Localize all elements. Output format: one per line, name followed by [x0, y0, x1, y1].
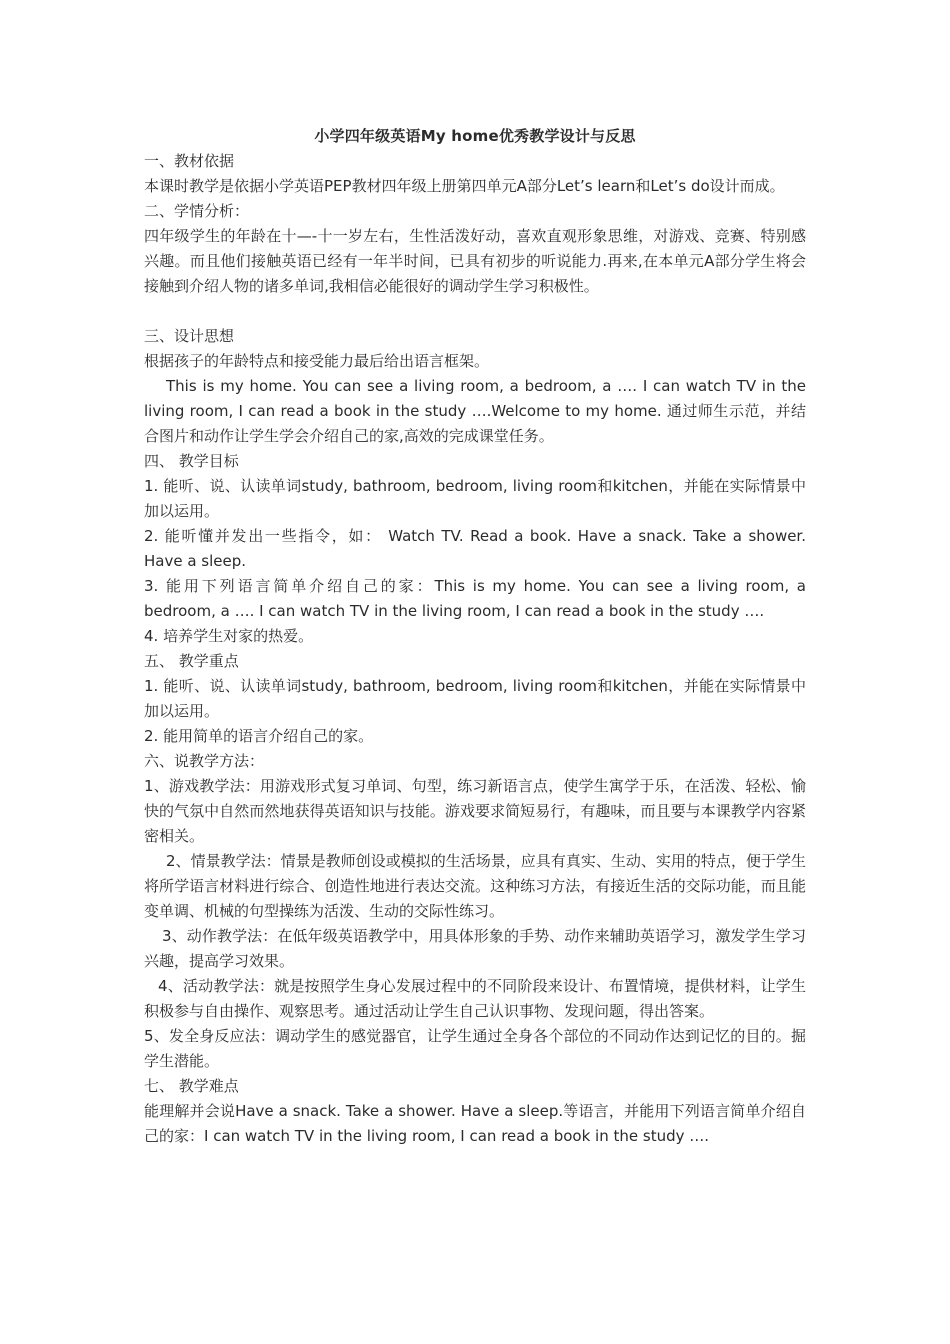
blank-line — [144, 299, 806, 324]
method-item-4: 4、活动教学法：就是按照学生身心发展过程中的不同阶段来设计、布置情境，提供材料，让学生积极参与自由操作、观察思考。通过活动让学生自己认识事物、发现问题，得出答案。 — [144, 977, 806, 1020]
section-body-language-frame: This is my home. You can see a living room, a bedroom, a …. I can watch TV in the living room, I can read a book in the study ….Welcome to my home. 通过师生示范，并结合图片和动作让学生学会介绍自己的家,高效的完成课堂任务。 — [144, 377, 806, 445]
key-point-item-1: 1. 能听、说、认读单词study, bathroom, bedroom, living room和kitchen，并能在实际情景中加以运用。 — [144, 677, 806, 720]
section-heading-student-analysis: 二、学情分析： — [144, 202, 250, 220]
section-body-basis: 本课时教学是依据小学英语PEP教材四年级上册第四单元A部分Let’s learn和Let’s do设计而成。 — [144, 177, 785, 195]
objective-item-2: 2. 能听懂并发出一些指令，如： Watch TV. Read a book. Have a snack. Take a shower. Have a sleep. — [144, 527, 806, 570]
section-heading-design-idea: 三、设计思想 — [144, 327, 235, 345]
section-body-design-idea: 根据孩子的年龄特点和接受能力最后给出语言框架。 — [144, 352, 490, 370]
objective-item-4: 4. 培养学生对家的热爱。 — [144, 627, 314, 645]
document-title: 小学四年级英语My home优秀教学设计与反思 — [314, 127, 636, 145]
section-heading-objectives: 四、 教学目标 — [144, 452, 239, 470]
section-body-difficulties: 能理解并会说Have a snack. Take a shower. Have a sleep.等语言，并能用下列语言简单介绍自己的家：I can watch TV in the living room, I can read a book in the study …. — [144, 1102, 806, 1145]
method-item-1: 1、游戏教学法：用游戏形式复习单词、句型，练习新语言点，使学生寓学于乐，在活泼、轻松、愉快的气氛中自然而然地获得英语知识与技能。游戏要求简短易行，有趣味，而且要与本课教学内容紧密相关。 — [144, 777, 806, 845]
section-heading-difficulties: 七、 教学难点 — [144, 1077, 239, 1095]
method-item-2: 2、情景教学法：情景是教师创设或模拟的生活场景，应具有真实、生动、实用的特点，便于学生将所学语言材料进行综合、创造性地进行表达交流。这种练习方法，有接近生活的交际功能，而且能变单调、机械的句型操练为活泼、生动的交际性练习。 — [144, 852, 806, 920]
section-heading-basis: 一、教材依据 — [144, 152, 235, 170]
method-item-3: 3、动作教学法：在低年级英语教学中，用具体形象的手势、动作来辅助英语学习，激发学生学习兴趣，提高学习效果。 — [144, 927, 806, 970]
method-item-5: 5、发全身反应法：调动学生的感觉器官，让学生通过全身各个部位的不同动作达到记忆的目的。掘学生潜能。 — [144, 1027, 806, 1070]
objective-item-3: 3. 能用下列语言简单介绍自己的家：This is my home. You can see a living room, a bedroom, a …. I can watch TV in the living room, I can read a book in the study …. — [144, 577, 806, 620]
section-body-student-analysis: 四年级学生的年龄在十—-十一岁左右，生性活泼好动，喜欢直观形象思维，对游戏、竞赛、特别感兴趣。而且他们接触英语已经有一年半时间，已具有初步的听说能力.再来,在本单元A部分学生将会接触到介绍人物的诸多单词,我相信必能很好的调动学生学习积极性。 — [144, 227, 806, 295]
objective-item-1: 1. 能听、说、认读单词study, bathroom, bedroom, living room和kitchen，并能在实际情景中加以运用。 — [144, 477, 806, 520]
section-heading-key-points: 五、 教学重点 — [144, 652, 239, 670]
document-body — [144, 124, 806, 1149]
key-point-item-2: 2. 能用简单的语言介绍自己的家。 — [144, 727, 374, 745]
section-heading-methods: 六、说教学方法： — [144, 752, 265, 770]
